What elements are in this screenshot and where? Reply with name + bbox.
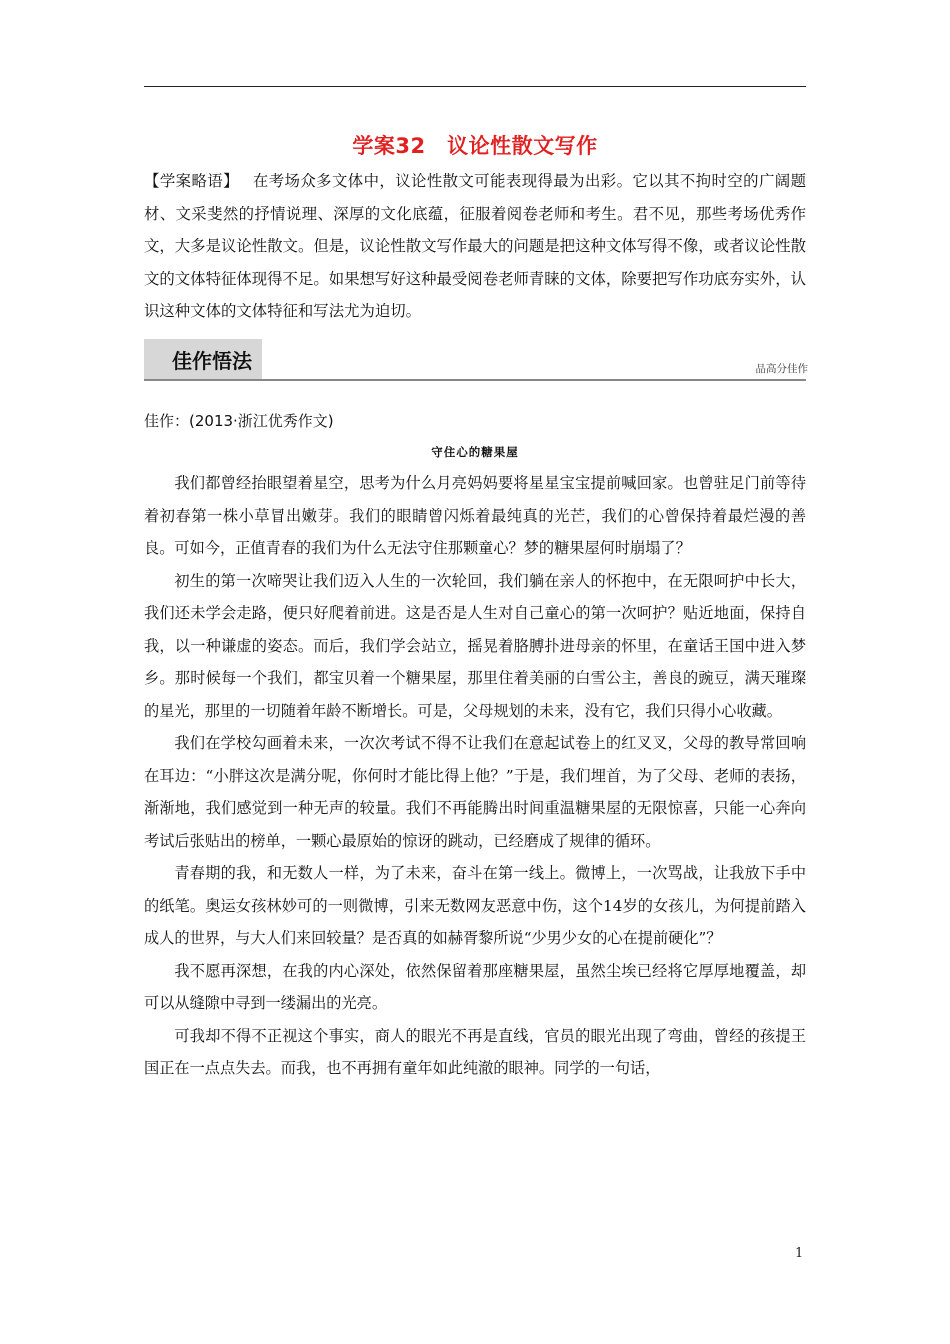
essay-paragraph: 我们都曾经抬眼望着星空，思考为什么月亮妈妈要将星星宝宝提前喊回家。也曾驻足门前等待着初春第一株小草冒出嫩芽。我们的眼睛曾闪烁着最纯真的光芒，我们的心曾保持着最烂漫的善良。可如今，正值青春的我们为什么无法守住那颗童心？梦的糖果屋何时崩塌了？	[144, 474, 806, 557]
section-header-rule	[144, 379, 806, 381]
essay-paragraph: 我不愿再深想，在我的内心深处，依然保留着那座糖果屋，虽然尘埃已经将它厚厚地覆盖，却可以从缝隙中寻到一缕漏出的光亮。	[144, 961, 806, 1012]
essay-paragraph: 青春期的我，和无数人一样，为了未来，奋斗在第一线上。微博上，一次骂战，让我放下手中的纸笔。奥运女孩林妙可的一则微博，引来无数网友恶意中伤，这个14岁的女孩儿，为何提前踏入成人的世界，与大人们来回较量？是否真的如赫胥黎所说“少男少女的心在提前硬化”？	[144, 864, 806, 947]
essay-paragraph: 我们在学校勾画着未来，一次次考试不得不让我们在意起试卷上的红叉叉，父母的教导常回响在耳边：“小胖这次是满分呢，你何时才能比得上他？”于是，我们埋首，为了父母、老师的表扬，渐渐地，我们感觉到一种无声的较量。我们不再能腾出时间重温糖果屋的无限惊喜，只能一心奔向考试后张贴出的榜单，一颗心最原始的惊讶的跳动，已经磨成了规律的循环。	[144, 734, 806, 850]
essay-paragraph: 初生的第一次啼哭让我们迈入人生的一次轮回，我们躺在亲人的怀抱中，在无限呵护中长大，我们还未学会走路，便只好爬着前进。这是否是人生对自己童心的第一次呵护？贴近地面，保持自我，以一种谦虚的姿态。而后，我们学会站立，摇晃着胳膊扑进母亲的怀里，在童话王国中进入梦乡。那时候每一个我们，都宝贝着一个糖果屋，那里住着美丽的白雪公主，善良的豌豆，满天璀璨的星光，那里的一切随着年龄不断增长。可是，父母规划的未来，没有它，我们只得小心收藏。	[144, 571, 806, 720]
essay-title: 守住心的糖果屋	[431, 445, 519, 459]
essay-paragraph: 可我却不得不正视这个事实，商人的眼光不再是直线，官员的眼光出现了弯曲，曾经的孩提王国正在一点点失去。而我，也不再拥有童年如此纯澈的眼神。同学的一句话，	[144, 1026, 806, 1077]
page-title: 学案32 议论性散文写作	[352, 134, 598, 158]
intro-paragraph	[144, 165, 806, 328]
intro-tag: 【学案略语】	[144, 172, 239, 190]
section-header	[144, 339, 806, 382]
essay-body	[144, 467, 806, 1085]
essay-source: 佳作：(2013·浙江优秀作文)	[144, 412, 334, 430]
section-title: 佳作悟法	[172, 349, 252, 373]
header-rule	[144, 86, 806, 87]
intro-text: 在考场众多文体中，议论性散文可能表现得最为出彩。它以其不拘时空的广阔题材、文采斐然的抒情说理、深厚的文化底蕴，征服着阅卷老师和考生。君不见，那些考场优秀作文，大多是议论性散文。但是，议论性散文写作最大的问题是把这种文体写得不像，或者议论性散文的文体特征体现得不足。如果想写好这种最受阅卷老师青睐的文体，除要把写作功底夯实外，认识这种文体的文体特征和写法尤为迫切。	[144, 172, 806, 320]
section-subtitle: 品高分佳作	[755, 363, 808, 375]
page-number: 1	[795, 1246, 804, 1261]
